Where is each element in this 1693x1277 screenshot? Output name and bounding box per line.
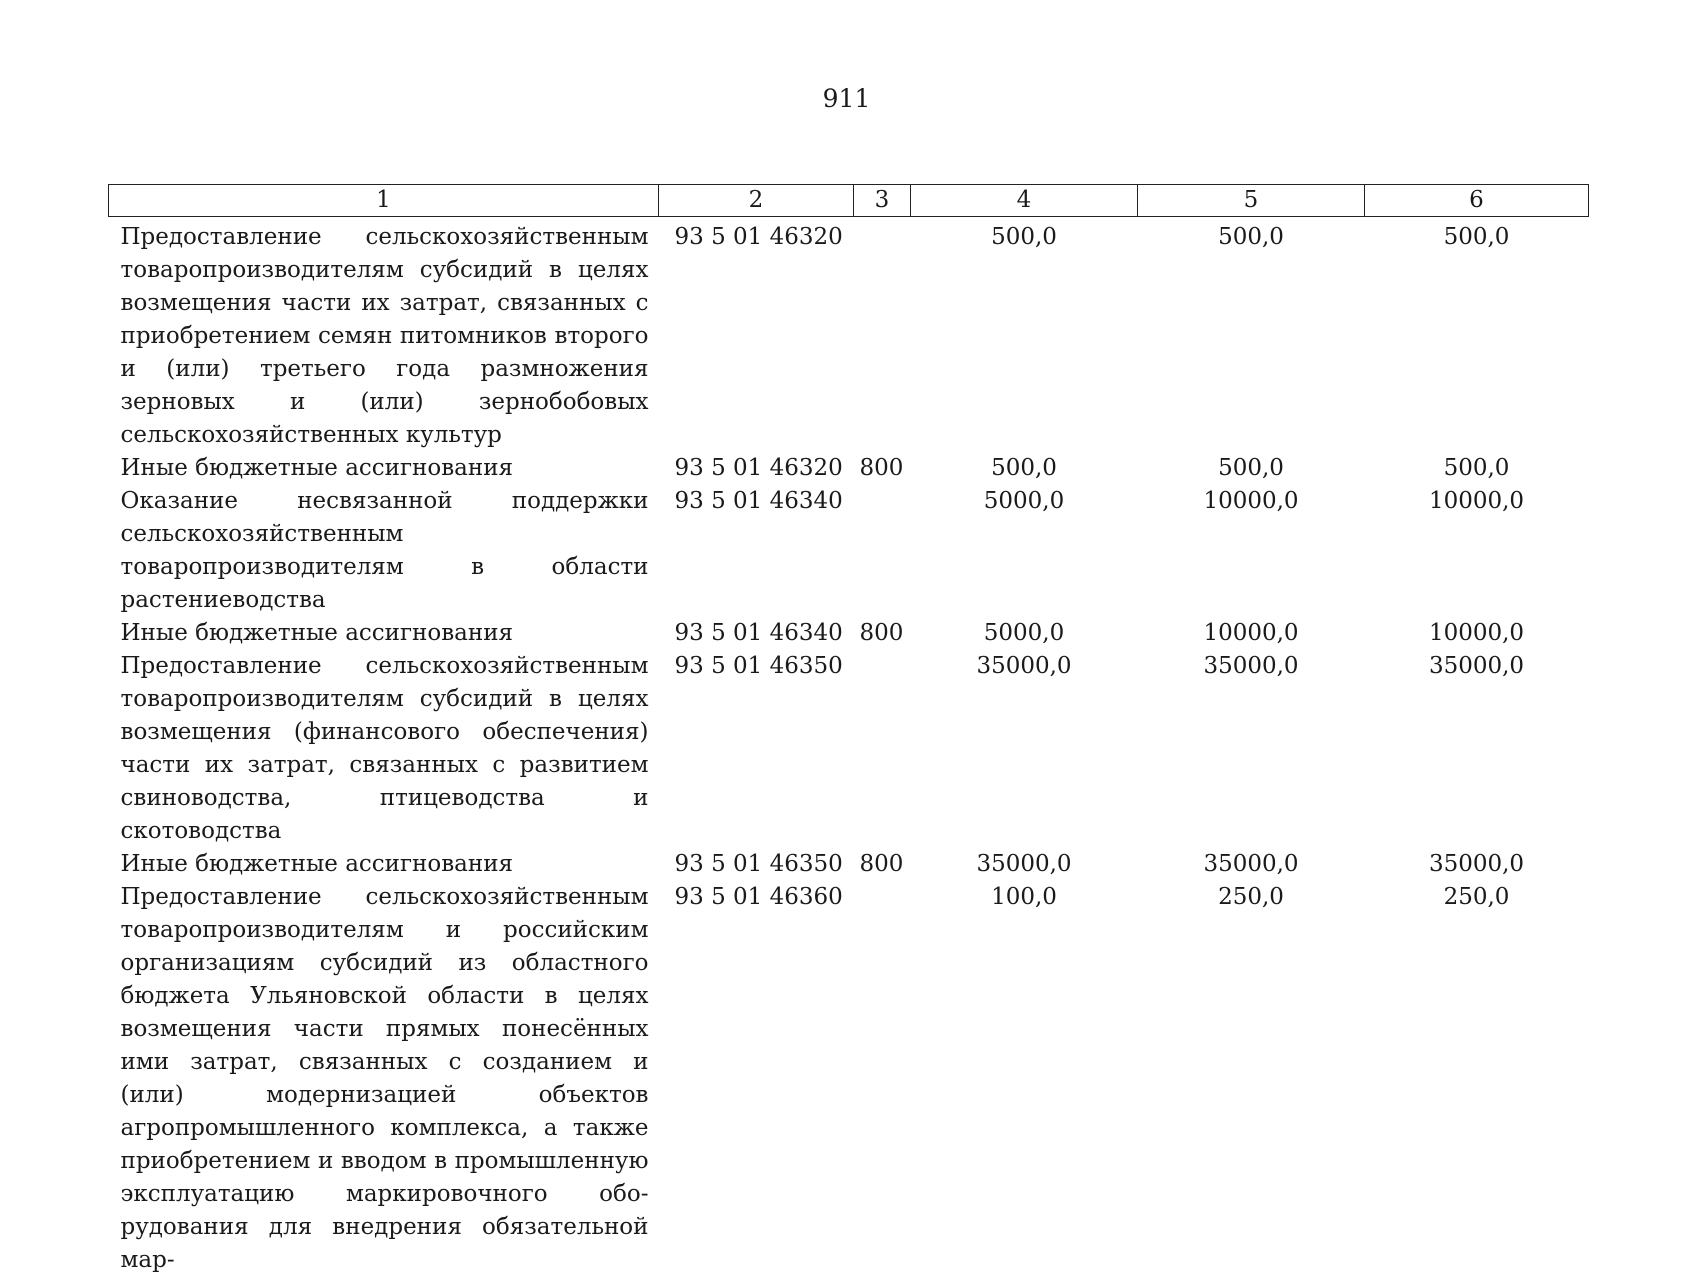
table-row <box>109 485 1589 617</box>
row-expense-type: 800 <box>854 848 911 881</box>
row-value-5: 500,0 <box>1138 452 1365 485</box>
table-row <box>109 617 1589 650</box>
row-name: Иные бюджетные ассигнования <box>109 452 659 485</box>
page-number: 911 <box>0 84 1693 114</box>
table-row <box>109 848 1589 881</box>
row-value-4: 35000,0 <box>911 848 1138 881</box>
table-row <box>109 650 1589 848</box>
row-value-6: 35000,0 <box>1365 848 1589 881</box>
row-value-4: 100,0 <box>911 881 1138 1277</box>
row-expense-type: 800 <box>854 617 911 650</box>
row-name: Предоставление сельскохозяйственным товаропроизводителям и российским организациям субсидий из областного бюджета Ульяновской области в целях возмещения части прямых понесённых ими затрат, связанных с созданием и (или) модернизацией объектов агропромышленного комплекса, а также приобретением и вводом в промышленную эксплуатацию маркировочного оборудования для внедрения обязательной мар- <box>109 881 659 1277</box>
row-value-5: 35000,0 <box>1138 848 1365 881</box>
row-value-6: 500,0 <box>1365 452 1589 485</box>
row-value-6: 10000,0 <box>1365 485 1589 617</box>
row-code: 93 5 01 46340 <box>659 617 854 650</box>
row-code: 93 5 01 46360 <box>659 881 854 1277</box>
row-expense-type <box>854 881 911 1277</box>
row-value-5: 500,0 <box>1138 217 1365 453</box>
budget-table <box>108 184 1589 1277</box>
row-name: Предоставление сельскохозяйственным товаропроизводителям субсидий в целях возмещения части их затрат, связанных с приобретением семян питомников второго и (или) третьего года размножения зерновых и (или) зернобобовых сельскохозяйственных культур <box>109 217 659 453</box>
row-value-5: 250,0 <box>1138 881 1365 1277</box>
row-value-4: 500,0 <box>911 452 1138 485</box>
row-expense-type <box>854 650 911 848</box>
table-header <box>109 185 1589 217</box>
row-value-5: 35000,0 <box>1138 650 1365 848</box>
table-row <box>109 452 1589 485</box>
row-name: Оказание несвязанной поддержки сельскохозяйственным товаропроизводителям в области растениеводства <box>109 485 659 617</box>
row-value-4: 5000,0 <box>911 485 1138 617</box>
row-value-4: 500,0 <box>911 217 1138 453</box>
row-value-6: 500,0 <box>1365 217 1589 453</box>
column-header-4: 4 <box>911 185 1138 217</box>
row-code: 93 5 01 46350 <box>659 848 854 881</box>
table-body <box>109 217 1589 1277</box>
row-expense-type <box>854 485 911 617</box>
header-row <box>109 185 1589 217</box>
row-value-5: 10000,0 <box>1138 485 1365 617</box>
column-header-3: 3 <box>854 185 911 217</box>
column-header-1: 1 <box>109 185 659 217</box>
row-value-5: 10000,0 <box>1138 617 1365 650</box>
table-row <box>109 881 1589 1277</box>
row-name: Иные бюджетные ассигнования <box>109 848 659 881</box>
row-value-6: 35000,0 <box>1365 650 1589 848</box>
row-expense-type: 800 <box>854 452 911 485</box>
column-header-2: 2 <box>659 185 854 217</box>
row-code: 93 5 01 46350 <box>659 650 854 848</box>
row-value-6: 250,0 <box>1365 881 1589 1277</box>
row-value-6: 10000,0 <box>1365 617 1589 650</box>
row-value-4: 5000,0 <box>911 617 1138 650</box>
column-header-6: 6 <box>1365 185 1589 217</box>
row-expense-type <box>854 217 911 453</box>
row-code: 93 5 01 46320 <box>659 452 854 485</box>
row-code: 93 5 01 46320 <box>659 217 854 453</box>
row-code: 93 5 01 46340 <box>659 485 854 617</box>
row-name: Иные бюджетные ассигнования <box>109 617 659 650</box>
column-header-5: 5 <box>1138 185 1365 217</box>
row-value-4: 35000,0 <box>911 650 1138 848</box>
row-name: Предоставление сельскохозяйственным товаропроизводителям субсидий в целях возмещения (финансового обеспечения) части их затрат, связанных с развитием свиноводства, птицеводства и скотоводства <box>109 650 659 848</box>
table-row <box>109 217 1589 453</box>
